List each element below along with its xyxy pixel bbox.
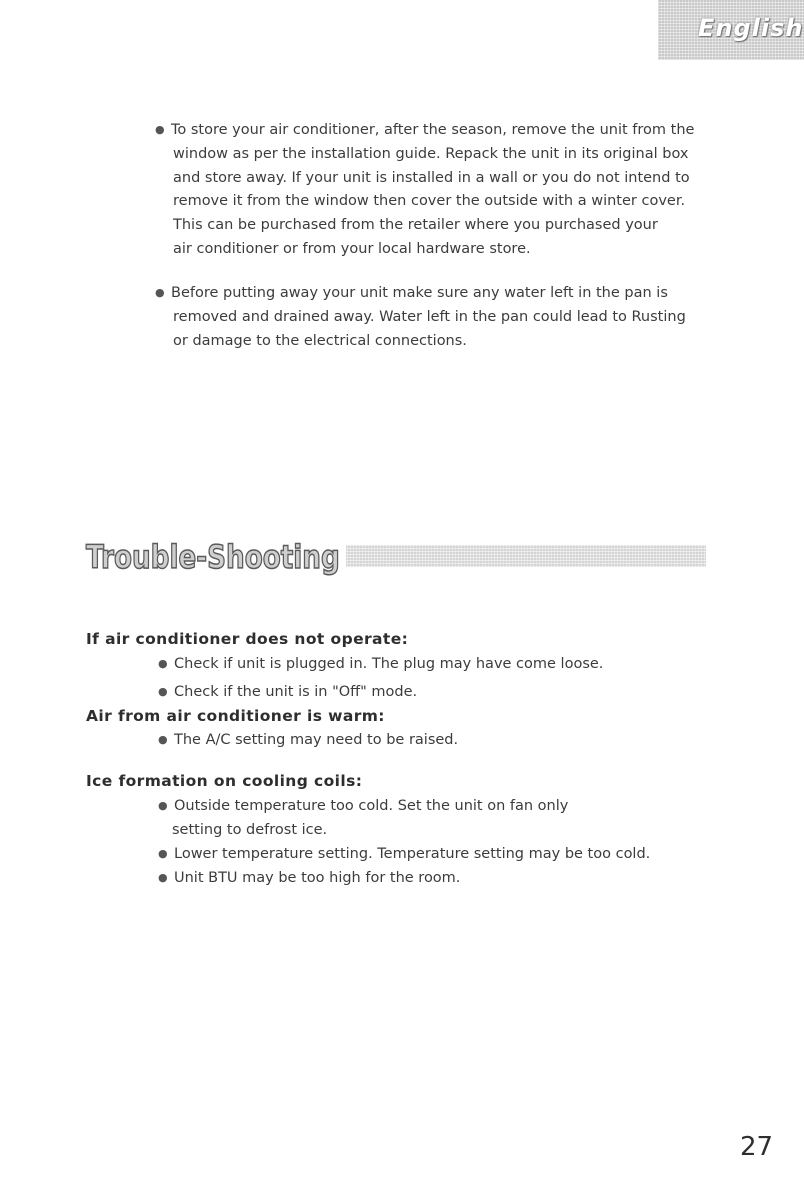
- bullet-icon: ●: [158, 733, 168, 746]
- heading-ice-formation: Ice formation on cooling coils:: [86, 772, 363, 790]
- storage-line-6: air conditioner or from your local hardware store.: [173, 240, 531, 257]
- list-item-continuation: setting to defrost ice.: [172, 822, 328, 838]
- list-item: ● Lower temperature setting. Temperature setting may be too cold.: [158, 846, 651, 862]
- bullet-icon: ●: [158, 871, 168, 884]
- list-item: ● Unit BTU may be too high for the room.: [158, 870, 461, 886]
- storage-line-1: To store your air conditioner, after the season, remove the unit from the: [171, 122, 695, 138]
- bullet-icon: ●: [158, 685, 168, 698]
- drain-paragraph: [155, 281, 715, 353]
- storage-paragraph: [155, 118, 715, 262]
- list-item: ● The A/C setting may need to be raised.: [158, 732, 459, 748]
- heading-air-warm: Air from air conditioner is warm:: [86, 707, 385, 725]
- drain-line-1: Before putting away your unit make sure any water left in the pan is: [171, 285, 668, 301]
- language-tab-label: English: [698, 14, 804, 42]
- storage-line-3: and store away. If your unit is installed in a wall or you do not intend to: [173, 169, 690, 186]
- storage-line-2: window as per the installation guide. Repack the unit in its original box: [173, 145, 689, 162]
- drain-line-3: or damage to the electrical connections.: [173, 332, 467, 349]
- list-item: ● Check if the unit is in "Off" mode.: [158, 684, 418, 700]
- storage-line-4: remove it from the window then cover the outside with a winter cover.: [173, 193, 686, 210]
- storage-line-5: This can be purchased from the retailer where you purchased your: [173, 217, 658, 234]
- section-title: Trouble-Shooting: [86, 536, 346, 578]
- page-number: 27: [740, 1132, 774, 1162]
- list-item: ● Check if unit is plugged in. The plug may have come loose.: [158, 656, 604, 672]
- heading-not-operate: If air conditioner does not operate:: [86, 630, 409, 648]
- bullet-icon: ●: [155, 123, 165, 136]
- troubleshooting-banner: [86, 536, 706, 580]
- bullet-icon: ●: [158, 799, 168, 812]
- drain-line-2: removed and drained away. Water left in the pan could lead to Rusting: [173, 308, 686, 325]
- list-item: ● Outside temperature too cold. Set the unit on fan only: [158, 798, 569, 814]
- bullet-icon: ●: [158, 657, 168, 670]
- bullet-icon: ●: [155, 286, 165, 299]
- bullet-icon: ●: [158, 847, 168, 860]
